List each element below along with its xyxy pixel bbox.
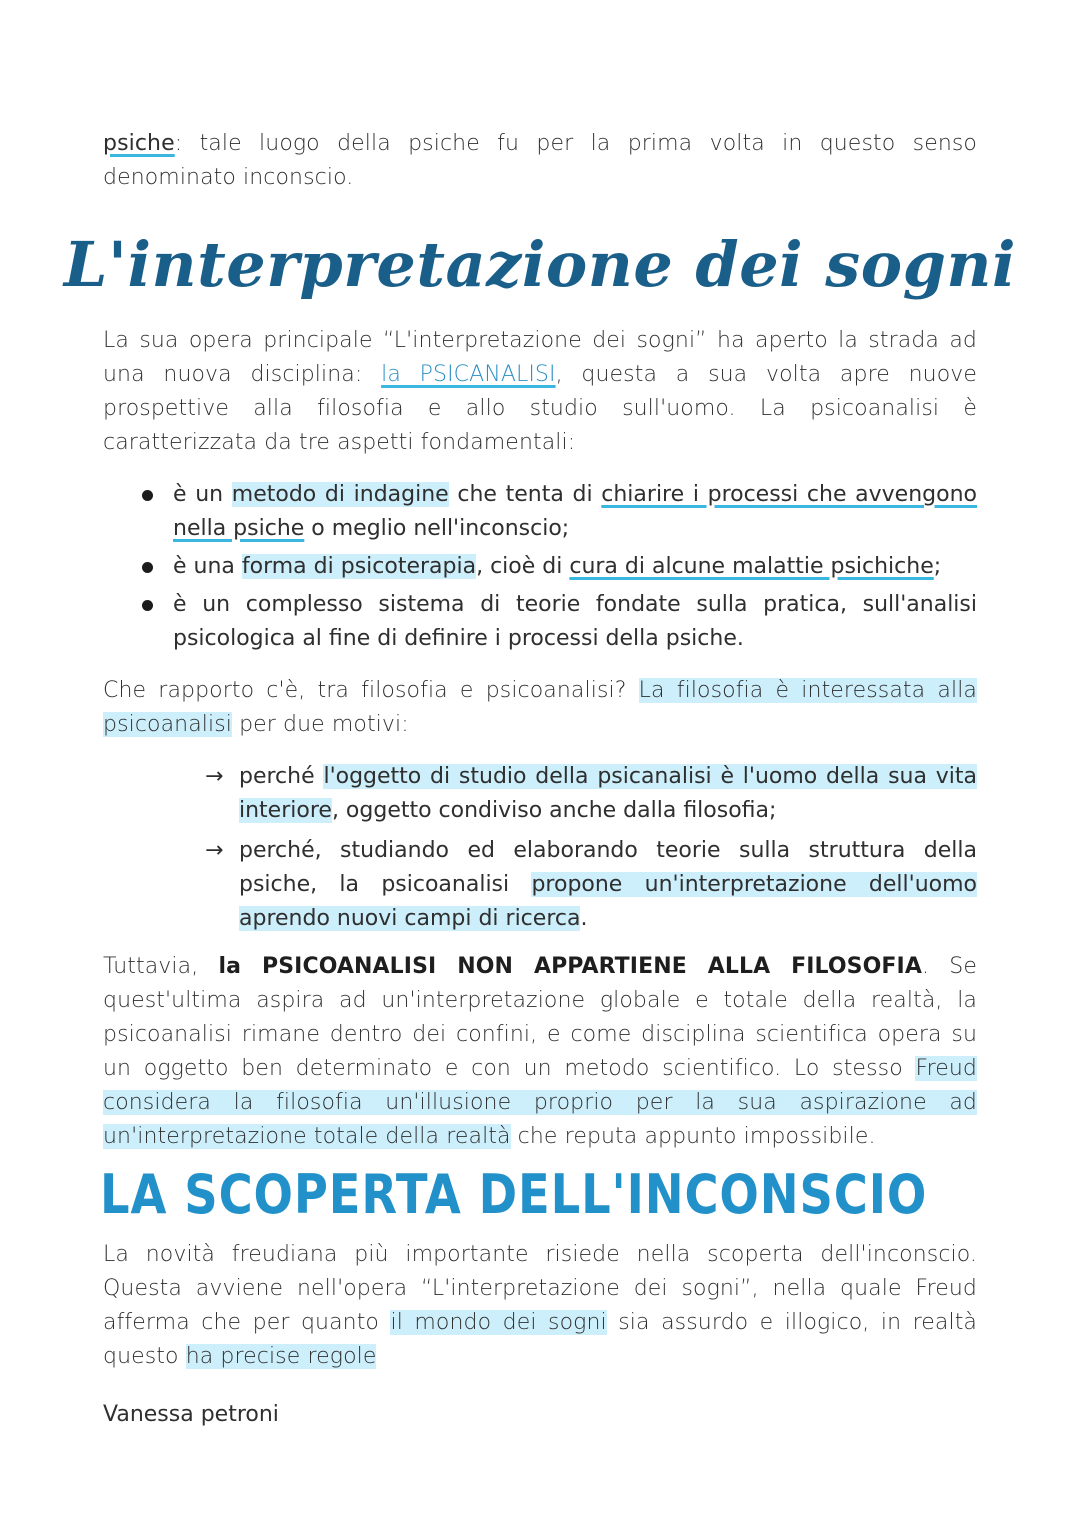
bullet-icon [142, 562, 153, 573]
highlighted-text: Freud considera la filosofia un'illusione proprio per la sua aspirazione ad un'interpretazione totale della realtà [103, 1056, 977, 1149]
text-span: o meglio nell'inconscio; [304, 516, 570, 541]
intro-text: : tale luogo della psiche fu per la prima volta in questo senso denominato inconscio. [103, 131, 977, 190]
text-span: , cioè di [476, 554, 570, 579]
intro-paragraph [103, 127, 977, 195]
highlighted-text: metodo di indagine [231, 482, 449, 507]
section2-title: LA SCOPERTA DELL'INCONSCIO [100, 1163, 928, 1226]
text-span: , questa a sua volta apre nuove prospettive alla filosofia e allo studio sull'uomo. La psicoanalisi è caratterizzata da tre aspetti fondamentali: [103, 362, 978, 455]
highlighted-text: La filosofia è interessata alla psicoanalisi [103, 678, 977, 737]
list-item [103, 478, 977, 546]
reasons-list [205, 760, 977, 942]
text-span: per due motivi: [232, 712, 409, 737]
highlighted-text: forma di psicoterapia [241, 554, 477, 579]
author-name: Vanessa petroni [103, 1402, 279, 1427]
intro-keyword: psiche [103, 131, 175, 156]
section1-paragraph-1 [103, 324, 977, 460]
highlighted-text: l'oggetto di studio della psicanalisi è l'uomo della sua vita interiore [239, 764, 977, 823]
text-span: che tenta di [448, 482, 602, 507]
text-span: ; [933, 554, 942, 579]
underlined-text: cura di alcune malattie psichiche [569, 554, 934, 579]
text-span: perché [239, 764, 324, 789]
text-span: La sua opera principale “L'interpretazione dei sogni” ha aperto la strada ad una nuova disciplina: [103, 328, 977, 387]
text-span: sia assurdo e illogico, in realtà questo [103, 1310, 978, 1369]
bullet-icon [142, 490, 153, 501]
list-item [205, 760, 977, 828]
highlighted-text: il mondo dei sogni [390, 1310, 607, 1335]
bold-text: la PSICOANALISI NON APPARTIENE ALLA FILOSOFIA [218, 954, 922, 979]
aspects-list [103, 478, 977, 660]
text-span: , oggetto condiviso anche dalla filosofia; [331, 798, 777, 823]
text-span: Che rapporto c'è, tra filosofia e psicoanalisi? [103, 678, 639, 703]
text-span: è un complesso sistema di teorie fondate sulla pratica, sull'analisi psicologica al fine di definire i processi della psiche. [173, 592, 977, 651]
text-span: La novità freudiana più importante risiede nella scoperta dell'inconscio. Questa avviene nell'opera “L'interpretazione dei sogni”, nella quale Freud afferma che per quanto [103, 1242, 977, 1335]
section2-paragraph-1 [103, 1238, 977, 1374]
section1-paragraph-2 [103, 674, 977, 742]
highlighted-text: ha precise regole [185, 1344, 377, 1369]
text-span: . [580, 906, 588, 931]
list-item [103, 550, 977, 584]
arrow-right-icon: → [205, 764, 224, 789]
arrow-right-icon: → [205, 838, 224, 863]
section1-title: L'interpretazione dei sogni [63, 228, 1017, 301]
bullet-icon [142, 600, 153, 611]
list-item [103, 588, 977, 656]
text-span: che reputa appunto impossibile. [510, 1124, 876, 1149]
text-span: Tuttavia, [103, 954, 219, 979]
highlighted-text: propone un'interpretazione dell'uomo aprendo nuovi campi di ricerca [239, 872, 978, 931]
text-span: è una [173, 554, 242, 579]
text-span: è un [173, 482, 232, 507]
psicanalisi-term: la PSICANALISI [381, 362, 556, 387]
underlined-text: chiarire i processi che avvengono nella psiche [173, 482, 977, 541]
text-span: . Se quest'ultima aspira ad un'interpretazione globale e totale della realtà, la psicoanalisi rimane dentro dei confini, e come disciplina scientifica opera su un oggetto ben determinato e con un metodo scientifico. Lo stesso [103, 954, 977, 1081]
text-span: perché, studiando ed elaborando teorie sulla struttura della psiche, la psicoanalisi [239, 838, 977, 897]
list-item [205, 834, 977, 936]
section1-paragraph-3 [103, 950, 977, 1154]
